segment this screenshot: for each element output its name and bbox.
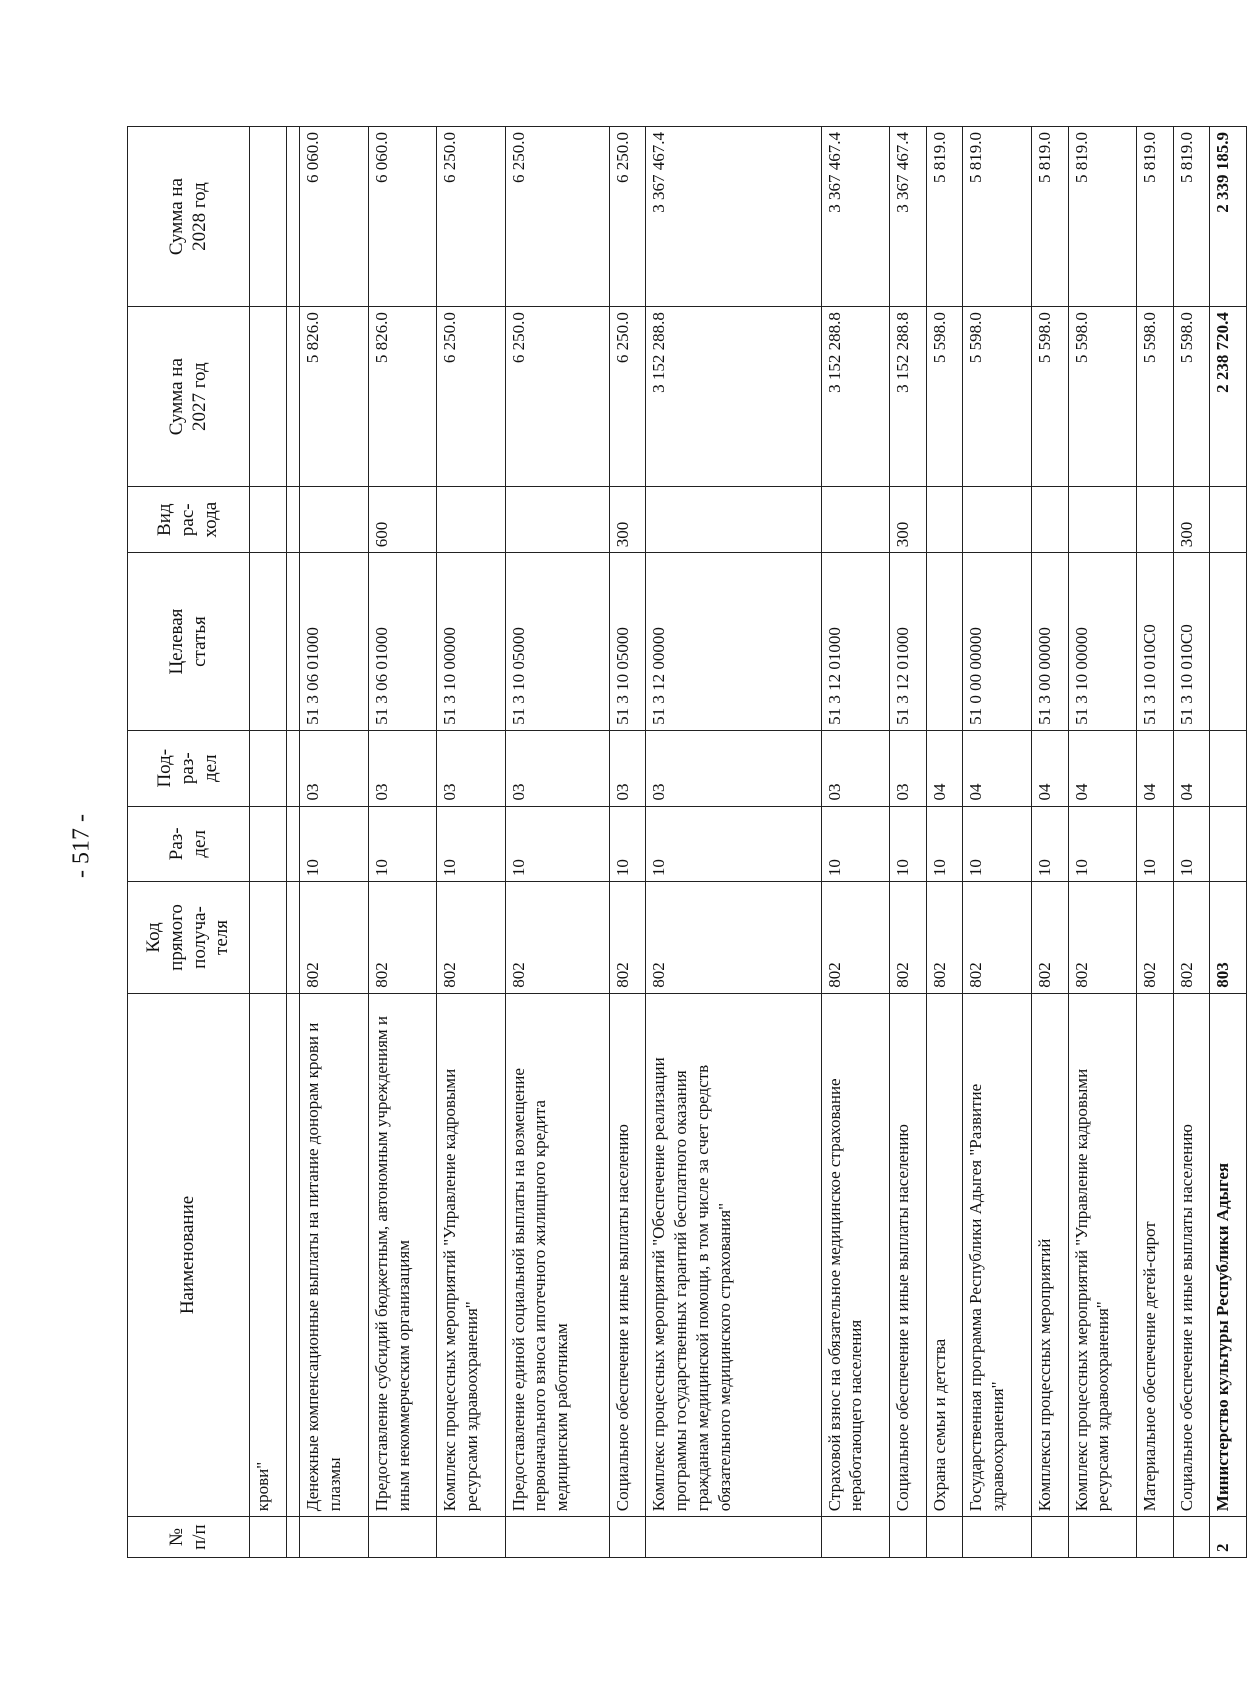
row-sum-2028: 6 060.0 — [300, 127, 368, 307]
row-name: Предоставление единой социальной выплаты на возмещение первоначального взноса ипотечного жилищного кредита медицинским работникам — [505, 993, 609, 1516]
row-recipient-code — [286, 882, 300, 994]
row-num: 2 — [1210, 1517, 1247, 1558]
row-num — [437, 1517, 505, 1558]
row-subsection: 04 — [963, 730, 1031, 806]
row-sum-2028: 6 250.0 — [609, 127, 646, 307]
row-name: Материальное обеспечение детей-сирот — [1136, 993, 1173, 1516]
row-subsection: 03 — [890, 730, 927, 806]
row-subsection: 04 — [1173, 730, 1210, 806]
row-recipient-code: 802 — [368, 882, 436, 994]
row-expense-type — [300, 487, 368, 553]
row-sum-2028: 5 819.0 — [963, 127, 1031, 307]
row-recipient-code: 802 — [1136, 882, 1173, 994]
row-sum-2028: 2 339 185.9 — [1210, 127, 1247, 307]
table-row — [368, 127, 436, 1558]
row-recipient-code: 802 — [1173, 882, 1210, 994]
row-name: Комплекс процессных мероприятий "Обеспечение реализации программы государственных гарантий бесплатного оказания гражданам медицинской помощи, в том числе за счет средств обязательного медицинского страхования" — [646, 993, 821, 1516]
row-sum-2027: 2 238 720.4 — [1210, 307, 1247, 487]
table-row — [926, 127, 963, 1558]
row-sum-2028: 5 819.0 — [1031, 127, 1068, 307]
row-subsection — [1210, 730, 1247, 806]
row-name: Страховой взнос на обязательное медицинское страхование неработающего населения — [821, 993, 889, 1516]
table-row — [250, 127, 287, 1558]
row-target-article: 51 3 10 00000 — [437, 553, 505, 731]
row-subsection: 03 — [821, 730, 889, 806]
row-sum-2027: 5 598.0 — [1173, 307, 1210, 487]
row-target-article: 51 0 00 00000 — [963, 553, 1031, 731]
row-sum-2028: 5 819.0 — [1136, 127, 1173, 307]
row-sum-2028: 3 367 467.4 — [821, 127, 889, 307]
row-subsection — [286, 730, 300, 806]
row-sum-2027 — [286, 307, 300, 487]
row-recipient-code: 802 — [821, 882, 889, 994]
header-sum-2027: Сумма на 2027 год — [128, 307, 250, 487]
row-subsection: 03 — [368, 730, 436, 806]
row-num — [646, 1517, 821, 1558]
row-target-article: 51 3 10 010C0 — [1173, 553, 1210, 731]
row-sum-2028: 3 367 467.4 — [646, 127, 821, 307]
table-header-row — [128, 127, 250, 1558]
row-target-article: 51 3 10 010C0 — [1136, 553, 1173, 731]
row-subsection: 04 — [1031, 730, 1068, 806]
row-num — [1068, 1517, 1136, 1558]
row-subsection: 03 — [437, 730, 505, 806]
row-num — [505, 1517, 609, 1558]
row-num — [890, 1517, 927, 1558]
row-name: Денежные компенсационные выплаты на питание донорам крови и плазмы — [300, 993, 368, 1516]
row-expense-type: 300 — [1173, 487, 1210, 553]
row-subsection: 03 — [300, 730, 368, 806]
row-name: крови" — [250, 993, 287, 1516]
row-name: Комплексы процессных мероприятий — [1031, 993, 1068, 1516]
row-section — [250, 806, 287, 882]
row-sum-2028: 6 250.0 — [437, 127, 505, 307]
row-expense-type: 600 — [368, 487, 436, 553]
row-recipient-code: 802 — [1031, 882, 1068, 994]
row-sum-2028 — [250, 127, 287, 307]
row-section: 10 — [963, 806, 1031, 882]
table-row — [1173, 127, 1210, 1558]
row-sum-2028: 6 250.0 — [505, 127, 609, 307]
row-expense-type — [1210, 487, 1247, 553]
row-section — [1210, 806, 1247, 882]
row-name: Комплекс процессных мероприятий "Управление кадровыми ресурсами здравоохранения" — [1068, 993, 1136, 1516]
row-expense-type — [1136, 487, 1173, 553]
row-expense-type — [926, 487, 963, 553]
table-row — [437, 127, 505, 1558]
row-expense-type — [1031, 487, 1068, 553]
row-num — [821, 1517, 889, 1558]
row-name — [286, 993, 300, 1516]
row-sum-2027: 3 152 288.8 — [890, 307, 927, 487]
row-num — [926, 1517, 963, 1558]
row-recipient-code: 802 — [926, 882, 963, 994]
row-name: Охрана семьи и детства — [926, 993, 963, 1516]
row-sum-2027: 3 152 288.8 — [646, 307, 821, 487]
row-section: 10 — [437, 806, 505, 882]
row-sum-2027: 6 250.0 — [505, 307, 609, 487]
row-section — [286, 806, 300, 882]
row-num — [963, 1517, 1031, 1558]
row-section: 10 — [1136, 806, 1173, 882]
row-subsection: 03 — [609, 730, 646, 806]
row-sum-2027: 5 598.0 — [1068, 307, 1136, 487]
row-sum-2027: 5 826.0 — [300, 307, 368, 487]
row-name: Предоставление субсидий бюджетным, автономным учреждениям и иным некоммерческим организациям — [368, 993, 436, 1516]
row-num — [368, 1517, 436, 1558]
row-subsection — [250, 730, 287, 806]
row-section: 10 — [609, 806, 646, 882]
row-sum-2027: 5 598.0 — [926, 307, 963, 487]
header-expense-type: Вид рас- хода — [128, 487, 250, 553]
row-name: Социальное обеспечение и иные выплаты населению — [890, 993, 927, 1516]
row-target-article: 51 3 12 01000 — [821, 553, 889, 731]
row-section: 10 — [1068, 806, 1136, 882]
table-row — [1136, 127, 1173, 1558]
row-target-article: 51 3 10 00000 — [1068, 553, 1136, 731]
table-row — [1031, 127, 1068, 1558]
row-subsection: 04 — [1068, 730, 1136, 806]
row-section: 10 — [821, 806, 889, 882]
row-name: Социальное обеспечение и иные выплаты населению — [1173, 993, 1210, 1516]
row-recipient-code: 802 — [609, 882, 646, 994]
row-expense-type: 300 — [609, 487, 646, 553]
table-row — [821, 127, 889, 1558]
row-expense-type — [505, 487, 609, 553]
table-row — [963, 127, 1031, 1558]
row-num — [250, 1517, 287, 1558]
row-sum-2027: 5 598.0 — [1031, 307, 1068, 487]
table-row — [890, 127, 927, 1558]
table-row — [505, 127, 609, 1558]
row-section: 10 — [646, 806, 821, 882]
row-section: 10 — [1031, 806, 1068, 882]
row-recipient-code — [250, 882, 287, 994]
row-recipient-code: 803 — [1210, 882, 1247, 994]
row-name: Государственная программа Республики Адыгея "Развитие здравоохранения" — [963, 993, 1031, 1516]
row-target-article: 51 3 00 00000 — [1031, 553, 1068, 731]
row-section: 10 — [505, 806, 609, 882]
row-expense-type — [250, 487, 287, 553]
row-expense-type — [646, 487, 821, 553]
row-sum-2027: 5 826.0 — [368, 307, 436, 487]
row-expense-type — [286, 487, 300, 553]
row-name: Комплекс процессных мероприятий "Управление кадровыми ресурсами здравоохранения" — [437, 993, 505, 1516]
table-row — [646, 127, 821, 1558]
row-recipient-code: 802 — [437, 882, 505, 994]
row-recipient-code: 802 — [646, 882, 821, 994]
row-expense-type — [821, 487, 889, 553]
row-subsection: 03 — [505, 730, 609, 806]
row-sum-2028: 6 060.0 — [368, 127, 436, 307]
row-subsection: 04 — [926, 730, 963, 806]
row-recipient-code: 802 — [505, 882, 609, 994]
row-recipient-code: 802 — [963, 882, 1031, 994]
row-target-article — [286, 553, 300, 731]
row-expense-type — [963, 487, 1031, 553]
row-recipient-code: 802 — [300, 882, 368, 994]
row-target-article: 51 3 10 05000 — [609, 553, 646, 731]
budget-table — [127, 126, 1247, 1558]
table-row — [286, 127, 300, 1558]
row-name: Социальное обеспечение и иные выплаты населению — [609, 993, 646, 1516]
row-target-article: 51 3 06 01000 — [368, 553, 436, 731]
row-target-article: 51 3 12 01000 — [890, 553, 927, 731]
header-target-article: Целевая статья — [128, 553, 250, 731]
row-expense-type: 300 — [890, 487, 927, 553]
row-section: 10 — [1173, 806, 1210, 882]
row-target-article — [926, 553, 963, 731]
header-num: № п/п — [128, 1517, 250, 1558]
header-recipient-code: Код прямого получа- теля — [128, 882, 250, 994]
row-target-article: 51 3 12 00000 — [646, 553, 821, 731]
row-sum-2027 — [250, 307, 287, 487]
row-subsection: 03 — [646, 730, 821, 806]
row-sum-2027: 5 598.0 — [963, 307, 1031, 487]
row-num — [609, 1517, 646, 1558]
row-num — [286, 1517, 300, 1558]
row-target-article: 51 3 10 05000 — [505, 553, 609, 731]
table-body — [250, 127, 1247, 1558]
row-sum-2028: 3 367 467.4 — [890, 127, 927, 307]
row-num — [1136, 1517, 1173, 1558]
row-section: 10 — [368, 806, 436, 882]
header-sum-2028: Сумма на 2028 год — [128, 127, 250, 307]
row-expense-type — [1068, 487, 1136, 553]
row-expense-type — [437, 487, 505, 553]
row-sum-2027: 3 152 288.8 — [821, 307, 889, 487]
row-sum-2028: 5 819.0 — [1068, 127, 1136, 307]
row-section: 10 — [926, 806, 963, 882]
row-subsection: 04 — [1136, 730, 1173, 806]
row-num — [300, 1517, 368, 1558]
row-num — [1031, 1517, 1068, 1558]
row-sum-2027: 6 250.0 — [609, 307, 646, 487]
table-row — [300, 127, 368, 1558]
header-section: Раз- дел — [128, 806, 250, 882]
row-name: Министерство культуры Республики Адыгея — [1210, 993, 1247, 1516]
row-target-article — [250, 553, 287, 731]
row-sum-2027: 6 250.0 — [437, 307, 505, 487]
page-number: - 517 - — [68, 814, 95, 878]
row-recipient-code: 802 — [1068, 882, 1136, 994]
table-row — [1210, 127, 1247, 1558]
row-recipient-code: 802 — [890, 882, 927, 994]
row-sum-2027: 5 598.0 — [1136, 307, 1173, 487]
row-target-article: 51 3 06 01000 — [300, 553, 368, 731]
row-section: 10 — [300, 806, 368, 882]
row-sum-2028: 5 819.0 — [1173, 127, 1210, 307]
row-sum-2028 — [286, 127, 300, 307]
row-target-article — [1210, 553, 1247, 731]
table-row — [1068, 127, 1136, 1558]
budget-table-rotated — [127, 126, 1247, 1558]
row-section: 10 — [890, 806, 927, 882]
row-sum-2028: 5 819.0 — [926, 127, 963, 307]
header-subsection: Под- раз- дел — [128, 730, 250, 806]
row-num — [1173, 1517, 1210, 1558]
header-name: Наименование — [128, 993, 250, 1516]
table-row — [609, 127, 646, 1558]
